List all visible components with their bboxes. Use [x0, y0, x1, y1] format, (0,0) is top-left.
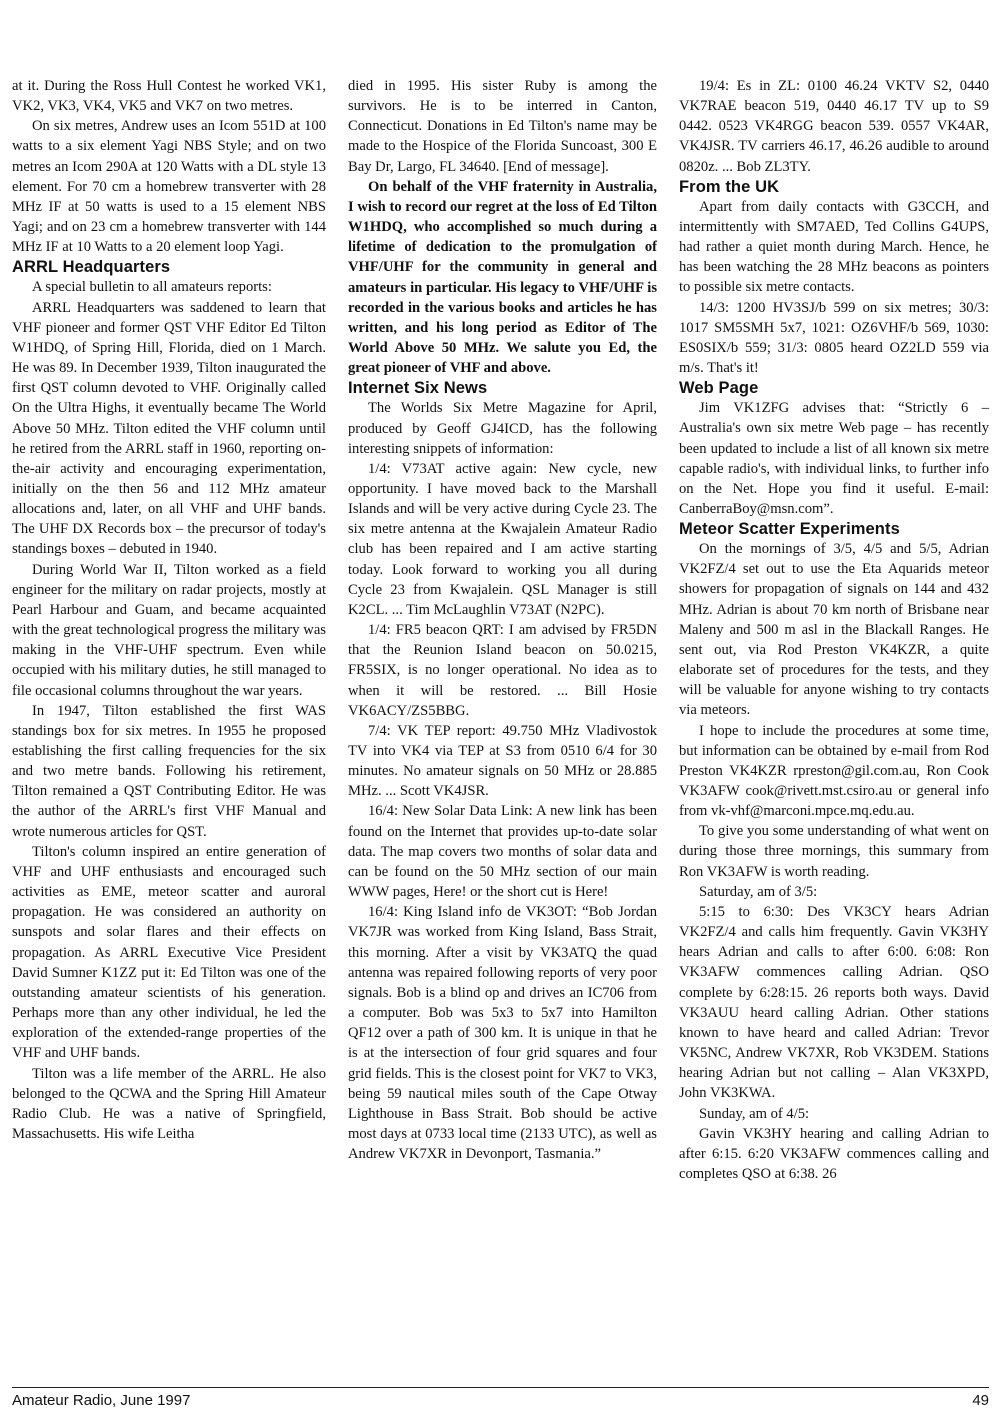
column-middle	[348, 76, 657, 1164]
section-heading-arrl-headquarters: ARRL Headquarters	[12, 258, 171, 277]
page-footer	[12, 1387, 989, 1410]
paragraph: On six metres, Andrew uses an Icom 551D at 100 watts to a six element Yagi NBS Style; and on two metres an Icom 290A at 120 Watts with a DL style 13 element. For 70 cm a homebrew transverter with 28 MHz IF at 50 watts is used to a 15 element NBS Yagi; and on 23 cm a homebrew transverter with 144 MHz IF at 10 Watts to a 20 element loop Yagi.	[12, 118, 326, 256]
paragraph: The Worlds Six Metre Magazine for April, produced by Geoff GJ4ICD, has the following interesting snippets of information:	[348, 400, 657, 457]
publication-info: Amateur Radio, June 1997	[12, 1392, 191, 1409]
paragraph: 16/4: King Island info de VK3OT: “Bob Jordan VK7JR was worked from King Island, Bass Strait, this morning. After a visit by VK3ATQ the quad antenna was repaired following reports of very poor signals. Bob is a blind op and drives an IC706 from a computer. Bob was 5x3 to 5x7 into Hamilton QF12 over a path of 300 km. It is unique in that he is at the intersection of four grid squares and four grid fields. This is the closest point for VK7 to VK3, being 59 nautical miles south of the Cape Otway Lighthouse in Bass Strait. Bob should be active most days at 0733 local time (2133 UTC), as well as Andrew VK7XR in Devonport, Tasmania.”	[348, 904, 657, 1163]
paragraph: 5:15 to 6:30: Des VK3CY hears Adrian VK2FZ/4 and calls him frequently. Gavin VK3HY hears Adrian and calls to after 6:00. 6:08: Ron VK3AFW commences calling Adrian. QSO complete by 6:28:15. 26 reports both ways. David VK3AUU heard calling Adrian. Other stations known to have heard and called Adrian: Trevor VK5NC, Andrew VK7XR, Rob VK3DEM. Stations hearing Adrian but not calling – Alan VK3XPD, John VK3KWA.	[679, 903, 989, 1102]
paragraph: Jim VK1ZFG advises that: “Strictly 6 – Australia's own six metre Web page – has recently been updated to include a list of all known six metre capable radio's, with individual links, to further info on the Net. Hope you find it useful. E-mail: CanberraBoy@msn.com”.	[679, 400, 989, 517]
section-heading-web-page: Web Page	[679, 379, 759, 398]
paragraph: On the mornings of 3/5, 4/5 and 5/5, Adrian VK2FZ/4 set out to use the Eta Aquarids meteor showers for propagation of signals on 144 and 432 MHz. Adrian is about 70 km north of Brisbane near Maleny and 500 m asl in the Blackall Ranges. He sent out, via Rod Preston VK4KZR, a quite elaborate set of procedures for the tests, and they will be valuable for anyone wishing to try contacts via meteors.	[679, 541, 989, 719]
paragraph: To give you some understanding of what went on during those three mornings, this summary from Ron VK3AFW is worth reading.	[679, 823, 989, 880]
column-right	[679, 76, 989, 1184]
section-heading-internet-six-news: Internet Six News	[348, 379, 488, 398]
paragraph: Apart from daily contacts with G3CCH, and intermittently with SM7AED, Ted Collins G4UPS, had rather a quiet month during March. Hence, he has been watching the 28 MHz beacons as pointers to possible six metre contacts.	[679, 198, 989, 296]
paragraph: Saturday, am of 3/5:	[699, 883, 818, 900]
paragraph: During World War II, Tilton worked as a field engineer for the military on radar projects, mostly at Pearl Harbour and Guam, and became acquainted with the great technological progress the military was making in the VHF-UHF spectrum. Even while occupied with his military duties, he still managed to file occasional columns throughout the war years.	[12, 561, 326, 699]
paragraph: 1/4: V73AT active again: New cycle, new opportunity. I have moved back to the Marshall Islands and will be very active during Cycle 23. The six metre antenna at the Kwajalein Amateur Radio club has been repaired and I am active starting today. Look forward to working you all during Cycle 23 from Kwajalein. QSL Manager is still K2CL. ... Tim McLaughlin V73AT (N2PC).	[348, 460, 657, 618]
column-left	[12, 76, 326, 1144]
paragraph: 1/4: FR5 beacon QRT: I am advised by FR5DN that the Reunion Island beacon on 50.0215, FR5SIX, is no longer operational. No idea as to when it will be restored. ... Bill Hosie VK6ACY/ZS5BBG.	[348, 622, 657, 719]
section-heading-meteor-scatter: Meteor Scatter Experiments	[679, 520, 900, 539]
paragraph: ARRL Headquarters was saddened to learn that VHF pioneer and former QST VHF Editor Ed Tilton W1HDQ, of Spring Hill, Florida, died on 1 March. He was 89. In December 1939, Tilton inaugurated the first QST column devoted to VHF. Originally called On the Ultra Highs, it eventually became The World Above 50 MHz. Tilton edited the VHF column until he retired from the ARRL staff in 1960, reporting on-the-air activity and encouraging experimentation, initially on the then 56 and 112 MHz amateur allocations and, later, on all VHF and UHF bands. The UHF DX Records box – the precursor of today's standings boxes – debuted in 1940.	[12, 299, 326, 558]
section-heading-from-the-uk: From the UK	[679, 177, 780, 196]
paragraph: I hope to include the procedures at some time, but information can be obtained by e-mail from Rod Preston VK4KZR rpreston@gil.com.au, Ron Cook VK3AFW cook@rivett.mst.csiro.au or general info from vk-vhf@marconi.mpce.mq.edu.au.	[679, 722, 989, 820]
paragraph: Gavin VK3HY hearing and calling Adrian to after 6:15. 6:20 VK3AFW commences calling and completes QSO at 6:38. 26	[679, 1125, 989, 1182]
paragraph: at it. During the Ross Hull Contest he worked VK1, VK2, VK3, VK4, VK5 and VK7 on two metres.	[12, 78, 326, 115]
paragraph: Tilton's column inspired an entire generation of VHF and UHF enthusiasts and encouraged such activities as EME, meteor scatter and auroral propagation. He was considered an authority on sunspots and solar flares and their effects on propagation. As ARRL Executive Vice President David Sumner K1ZZ put it: Ed Tilton was one of the outstanding amateur scientists of his generation. Perhaps more than any other individual, he led the exploration of the extended-range properties of the VHF and UHF bands.	[12, 843, 326, 1062]
paragraph: Sunday, am of 4/5:	[699, 1105, 810, 1122]
paragraph: 16/4: New Solar Data Link: A new link has been found on the Internet that provides up-to-date solar data. The map covers two months of solar data and can be found on the 50 MHz section of our main WWW pages, Here! or the short cut is Here!	[348, 803, 657, 901]
tribute-paragraph: On behalf of the VHF fraternity in Australia, I wish to record our regret at the loss of Ed Tilton W1HDQ, who accomplished so much during a lifetime of dedication to the promulgation of VHF/UHF for the community in general and amateurs in particular. His legacy to VHF/UHF is recorded in the various books and articles he has written, and his long period as Editor of The World Above 50 MHz. We salute you Ed, the great pioneer of VHF and above.	[348, 178, 657, 377]
paragraph: In 1947, Tilton established the first WAS standings box for six metres. In 1955 he proposed establishing the first calling frequencies for the six and two metre bands. Following his retirement, Tilton remained a QST Contributing Editor. He was the author of the ARRL's first VHF Manual and wrote numerous articles for QST.	[12, 702, 326, 840]
paragraph: A special bulletin to all amateurs reports:	[32, 279, 272, 296]
paragraph: Tilton was a life member of the ARRL. He also belonged to the QCWA and the Spring Hill Amateur Radio Club. He was a native of Springfield, Massachusetts. His wife Leitha	[12, 1065, 326, 1142]
paragraph: died in 1995. His sister Ruby is among the survivors. He is to be interred in Canton, Connecticut. Donations in Ed Tilton's name may be made to the Hospice of the Florida Suncoast, 300 E Bay Dr, Largo, FL 34640. [End of message].	[348, 78, 657, 175]
paragraph: 19/4: Es in ZL: 0100 46.24 VKTV S2, 0440 VK7RAE beacon 519, 0440 46.17 TV up to S9 0442. 0523 VK4RGG beacon 539. 0557 VK4AR, VK4JSR. TV carriers 46.17, 46.26 audible to around 0820z. ... Bob ZL3TY.	[679, 78, 989, 175]
page-number: 49	[972, 1392, 989, 1409]
paragraph: 14/3: 1200 HV3SJ/b 599 on six metres; 30/3: 1017 SM5SMH 5x7, 1021: OZ6VHF/b 569, 1030: ES0SIX/b 559; 31/3: 0805 heard OZ2LD 559 via m/s. That's it!	[679, 299, 989, 377]
paragraph: 7/4: VK TEP report: 49.750 MHz Vladivostok TV into VK4 via TEP at S3 from 0510 6/4 for 30 minutes. No amateur signals on 50 MHz or 28.885 MHz. ... Scott VK4JSR.	[348, 722, 657, 800]
